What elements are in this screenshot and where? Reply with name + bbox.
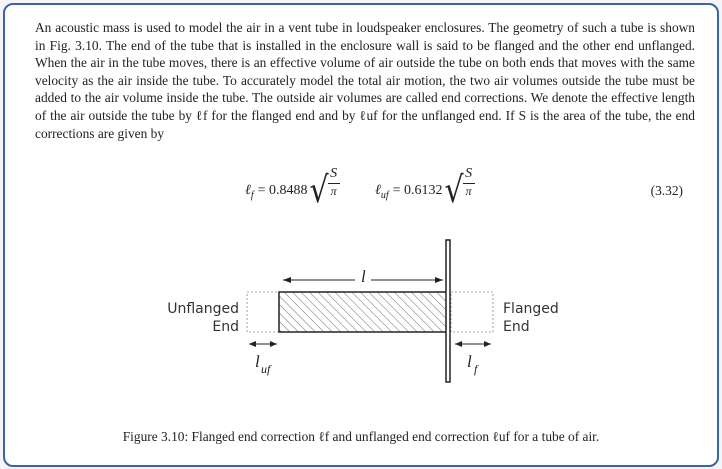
luf-arrow-left-head xyxy=(249,341,256,347)
luf-arrow-right-head xyxy=(270,341,277,347)
unflanged-label-line2: End xyxy=(212,319,239,335)
length-arrow-right-head xyxy=(435,277,443,283)
tube-diagram xyxy=(5,5,717,425)
flanged-label-line2: End xyxy=(503,319,530,335)
fraction-numerator: S xyxy=(465,166,473,181)
fraction-denominator: π xyxy=(330,184,337,198)
eq-unflanged-coef: = 0.6132 xyxy=(392,183,443,198)
length-arrow-left-head xyxy=(283,277,291,283)
flanged-end-region xyxy=(451,292,493,332)
length-label: l xyxy=(361,267,366,286)
eq-ell-f-sub: f xyxy=(250,189,254,201)
body-paragraph: An acoustic mass is used to model the air in a vent tube in loudspeaker enclosures. The geometry of such a tube is shown in Fig. 3.10. The end of the tube that is installed in the enclosure wall is said to be flanged and the other end unflanged. When the air in the tube moves, there is an effective volume of air outside the tube on both ends that moves with the same velocity as the air inside the tube. To accurately model the total air motion, the two air volumes outside the tube must be added to the air volume inside the tube. The outside air volumes are called end corrections. We denote the effective length of the air outside the tube by ℓf for the flanged end and by ℓuf for the unflanged end. If S is the area of the tube, the end corrections are given by xyxy=(35,20,695,141)
lf-arrow-right-head xyxy=(484,341,491,347)
lf-label-sub: f xyxy=(474,362,478,376)
lf-arrow-left-head xyxy=(455,341,462,347)
equation-number: (3.32) xyxy=(650,183,683,198)
tube-body xyxy=(279,292,449,332)
radical-sign-icon: √ xyxy=(444,169,464,212)
flanged-label-line1: Flanged xyxy=(503,301,559,317)
eq-ell-f-symbol: ℓ xyxy=(245,183,251,198)
luf-label-sub: uf xyxy=(261,362,271,376)
fraction-denominator: π xyxy=(465,184,472,198)
enclosure-wall xyxy=(446,240,450,382)
eq-flanged-coef: = 0.8488 xyxy=(257,183,308,198)
radical-sign-icon: √ xyxy=(309,169,329,212)
eq-ell-uf-symbol: ℓ xyxy=(375,183,381,198)
unflanged-end-region xyxy=(247,292,279,332)
fraction-numerator: S xyxy=(330,166,338,181)
unflanged-label-line1: Unflanged xyxy=(167,301,239,317)
figure-caption: Figure 3.10: Flanged end correction ℓf and unflanged end correction ℓuf for a tube of air. xyxy=(122,429,600,444)
eq-ell-uf-sub: uf xyxy=(380,189,389,201)
lf-label-main: l xyxy=(467,352,472,371)
luf-label-main: l xyxy=(255,352,260,371)
document-frame xyxy=(3,3,719,467)
